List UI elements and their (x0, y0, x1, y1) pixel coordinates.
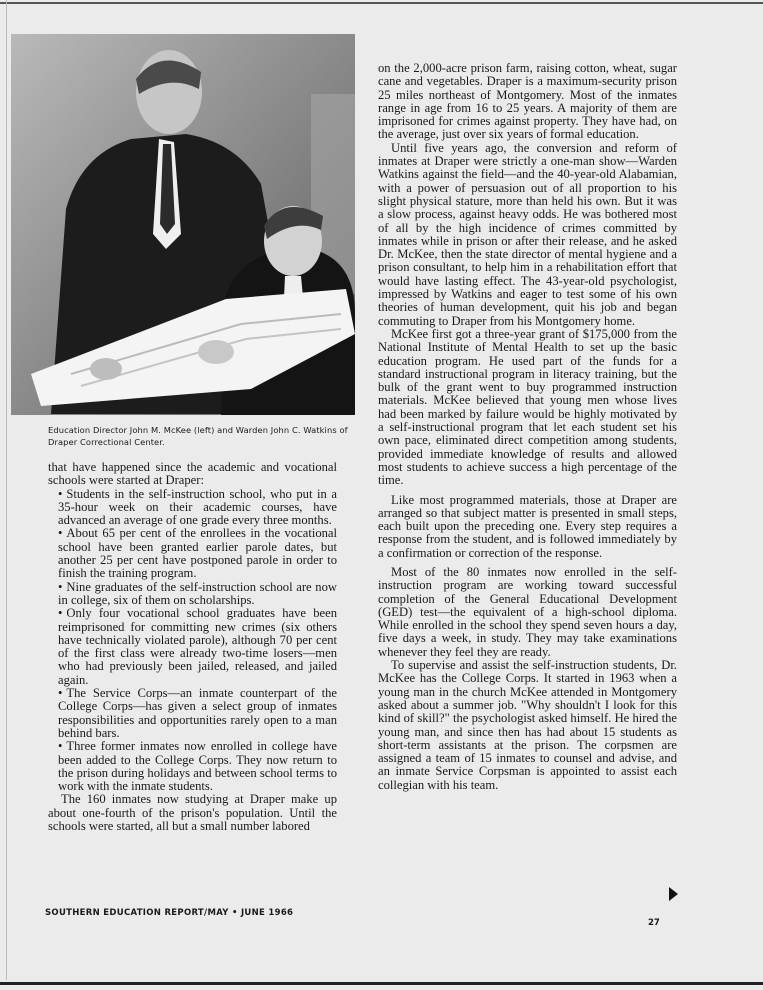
photo-mckee-and-watkins (11, 34, 355, 415)
bullet-marker: • (58, 606, 63, 621)
bullet-marker: • (58, 739, 63, 754)
bullet-text: Only four vocational school graduates have been reimprisoned for committing new crimes (six others have technically violated parole), although 70 per cent of the first class were already two-time losers—men who had previously been jailed, released, and jailed again. (58, 606, 337, 687)
bullet-item (48, 527, 337, 580)
bullet-text: Nine graduates of the self-instruction school are now in college, six of them on scholarships. (58, 579, 337, 607)
bullet-item (48, 488, 337, 528)
running-footer: SOUTHERN EDUCATION REPORT/MAY • JUNE 1966 (45, 908, 294, 918)
paragraph: To supervise and assist the self-instruction students, Dr. McKee has the College Corps. It started in 1963 when a young man in the church McKee attended in Montgomery asked about a summer job. "Why shouldn't I look for this kind of skill?" the psychologist asked himself. He hired the young man, and since then has had about 15 students as short-term assistants at the prison. The corpsmen are assigned a team of 15 inmates to counsel and advise, and an inmate Service Corpsman is appointed to assist each collegian with his team. (378, 658, 677, 792)
top-rule (0, 2, 763, 4)
paragraph: McKee first got a three-year grant of $175,000 from the National Institute of Mental Health to set up the basic education program. He used part of the funds for a standard instructional program in literacy training, but the bulk of the grant went to buy programmed instruction materials. McKee believed that young men whose lives had been marked by failure would be highly motivated by a self-instructional program that let each student set his own pace, eliminated direct competition among students, provided immediate knowledge of results and allowed most students to achieve success a high percentage of the time. (378, 326, 677, 488)
left-column (48, 461, 337, 833)
bullet-marker: • (58, 579, 63, 594)
bottom-rule (0, 982, 763, 985)
continued-arrow-icon (669, 887, 678, 901)
paragraph: Like most programmed materials, those at Draper are arranged so that subject matter is presented in small steps, each built upon the preceding one. Every step requires a response from the student, and is followed immediately by a confirmation or correction of the response. (378, 492, 677, 560)
bullet-text: Three former inmates now enrolled in college have been added to the College Corps. They now return to the prison during holidays and between school terms to work with the inmate students. (58, 739, 337, 794)
bullet-item (48, 740, 337, 793)
paragraph: that have happened since the academic and vocational schools were started at Draper: (48, 460, 337, 488)
bullet-text: Students in the self-instruction school, who put in a 35-hour week on their academic courses, have advanced an average of one grade every three months. (58, 486, 337, 528)
paragraph: Until five years ago, the conversion and reform of inmates at Draper were strictly a one-man show—Warden Watkins against the field—and the 40-year-old Alabamian, with a power of persuasion out of all proportion to his slight physical stature, more than held his own. But it was a slow process, against heavy odds. He was bothered most of all by the high incidence of crimes committed by inmates while in prison or after their release, and he asked Dr. McKee, then the state director of mental hygiene and a prison consultant, to help him in a rehabilitation effort that would have lasting effect. The 43-year-old psychologist, impressed by Watkins and eager to test some of his own theories of human development, quit his job and began commuting to Draper from his Montgomery home. (378, 140, 677, 328)
paragraph: on the 2,000-acre prison farm, raising cotton, wheat, sugar cane and vegetables. Draper is a maximum-security prison 25 miles northeast of Montgomery. Most of the inmates range in age from 16 to 25 years. A majority of them are imprisoned for crimes against property. They have had, on the average, just over six years of formal education. (378, 61, 677, 142)
bullet-item (48, 687, 337, 740)
paragraph: Most of the 80 inmates now enrolled in the self-instruction program are working toward successful completion of the General Educational Development (GED) test—the equivalent of a high-school diploma. While enrolled in the school they spend seven hours a day, five days a week, in study. They may take examinations whenever they feel they are ready. (378, 564, 677, 659)
photo-caption: Education Director John M. McKee (left) and Warden John C. Watkins of Draper Correctional Center. (48, 425, 348, 447)
bullet-item (48, 607, 337, 687)
left-margin-rule (6, 0, 7, 980)
photo-illustration (11, 34, 355, 415)
bullet-marker: • (58, 526, 63, 541)
page-number: 27 (648, 918, 660, 928)
bullet-text: About 65 per cent of the enrollees in the vocational school have been granted earlier parole dates, but another 25 per cent have postponed parole in order to finish the training program. (58, 526, 337, 581)
bullet-marker: • (58, 686, 63, 701)
bullet-marker: • (58, 486, 63, 501)
bullet-text: The Service Corps—an inmate counterpart of the College Corps—has given a select group of inmates responsibilities and opportunities rarely open to a man behind bars. (58, 686, 337, 740)
paragraph: The 160 inmates now studying at Draper make up about one-fourth of the prison's population. Until the schools were started, all but a small number labored (48, 792, 337, 834)
right-column (378, 62, 677, 792)
bullet-item (48, 581, 337, 608)
